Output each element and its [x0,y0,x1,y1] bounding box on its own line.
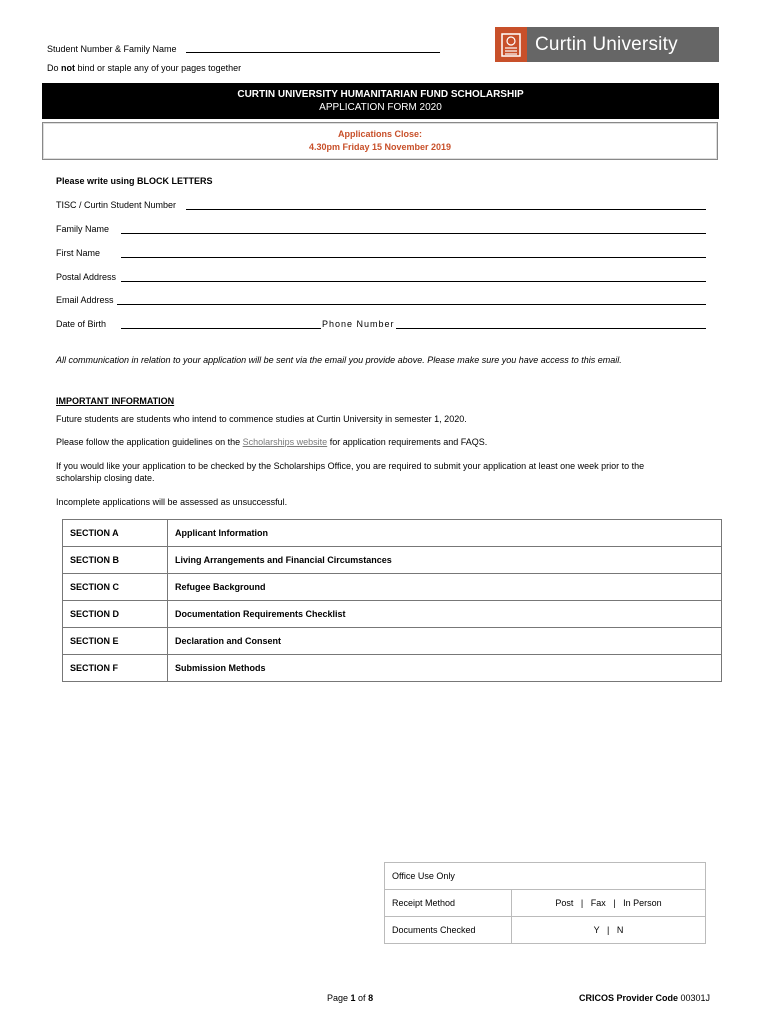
email-label: Email Address [56,295,114,305]
section-title: Living Arrangements and Financial Circumstances [168,547,722,574]
cricos-code: CRICOS Provider Code 00301J [579,993,711,1003]
crest-icon [495,27,527,62]
page-number: Page 1 of 8 [327,993,374,1003]
phone-field[interactable] [396,328,706,329]
form-subtitle: APPLICATION FORM 2020 [319,102,442,113]
important-p4: Incomplete applications will be assessed as unsuccessful. [56,497,288,507]
table-row [385,917,706,944]
tisc-label: TISC / Curtin Student Number [56,200,177,210]
section-title: Declaration and Consent [168,628,722,655]
table-row [63,574,722,601]
section-id: SECTION A [63,520,168,547]
important-p3-line2: scholarship closing date. [56,473,155,483]
documents-checked-options[interactable]: Y | N [512,917,706,944]
curtin-logo [495,27,719,62]
first-name-label: First Name [56,248,101,258]
form-title: CURTIN UNIVERSITY HUMANITARIAN FUND SCHOLARSHIP [237,89,524,100]
table-row [63,601,722,628]
postal-address-label: Postal Address [56,272,117,282]
postal-address-field[interactable] [121,281,706,282]
office-use-table [384,862,706,944]
office-use-title: Office Use Only [385,863,706,890]
section-id: SECTION B [63,547,168,574]
phone-label: Phone Number [322,319,395,329]
student-number-line[interactable] [186,52,440,53]
table-row [63,547,722,574]
section-title: Applicant Information [168,520,722,547]
table-row [385,890,706,917]
form-title-bar [42,83,719,119]
important-p1: Future students are students who intend to commence studies at Curtin University in semester 1, 2020. [56,414,467,424]
tisc-field[interactable] [186,209,706,210]
section-id: SECTION C [63,574,168,601]
communication-note: All communication in relation to your application will be sent via the email you provide above. Please make sure you have access to this email. [56,355,622,365]
section-id: SECTION F [63,655,168,682]
receipt-method-label: Receipt Method [385,890,512,917]
section-id: SECTION D [63,601,168,628]
closing-date: 4.30pm Friday 15 November 2019 [308,142,452,152]
section-id: SECTION E [63,628,168,655]
table-row [63,628,722,655]
scholarships-website-link[interactable]: Scholarships website [242,437,328,447]
documents-checked-label: Documents Checked [385,917,512,944]
sections-table [62,519,722,682]
important-p2: Please follow the application guidelines on the Scholarships website for application requirements and FAQS. [56,437,488,447]
important-heading: IMPORTANT INFORMATION [56,396,175,406]
table-row [63,655,722,682]
email-field[interactable] [117,304,706,305]
section-title: Refugee Background [168,574,722,601]
important-p3-line1: If you would like your application to be checked by the Scholarships Office, you are required to submit your application at least one week prior to the [56,461,645,471]
closing-date-box [42,122,718,160]
bind-notice: Do not bind or staple any of your pages together [47,63,242,73]
section-title: Documentation Requirements Checklist [168,601,722,628]
first-name-field[interactable] [121,257,706,258]
block-letters-instruction: Please write using BLOCK LETTERS [56,176,213,186]
table-row [63,520,722,547]
family-name-label: Family Name [56,224,110,234]
table-row [385,863,706,890]
dob-label: Date of Birth [56,319,107,329]
logo-text: Curtin University [535,33,678,55]
family-name-field[interactable] [121,233,706,234]
receipt-method-options[interactable]: Post | Fax | In Person [512,890,706,917]
student-number-family-name-label: Student Number & Family Name [47,44,177,54]
dob-field[interactable] [121,328,321,329]
section-title: Submission Methods [168,655,722,682]
closing-label: Applications Close: [337,129,422,139]
